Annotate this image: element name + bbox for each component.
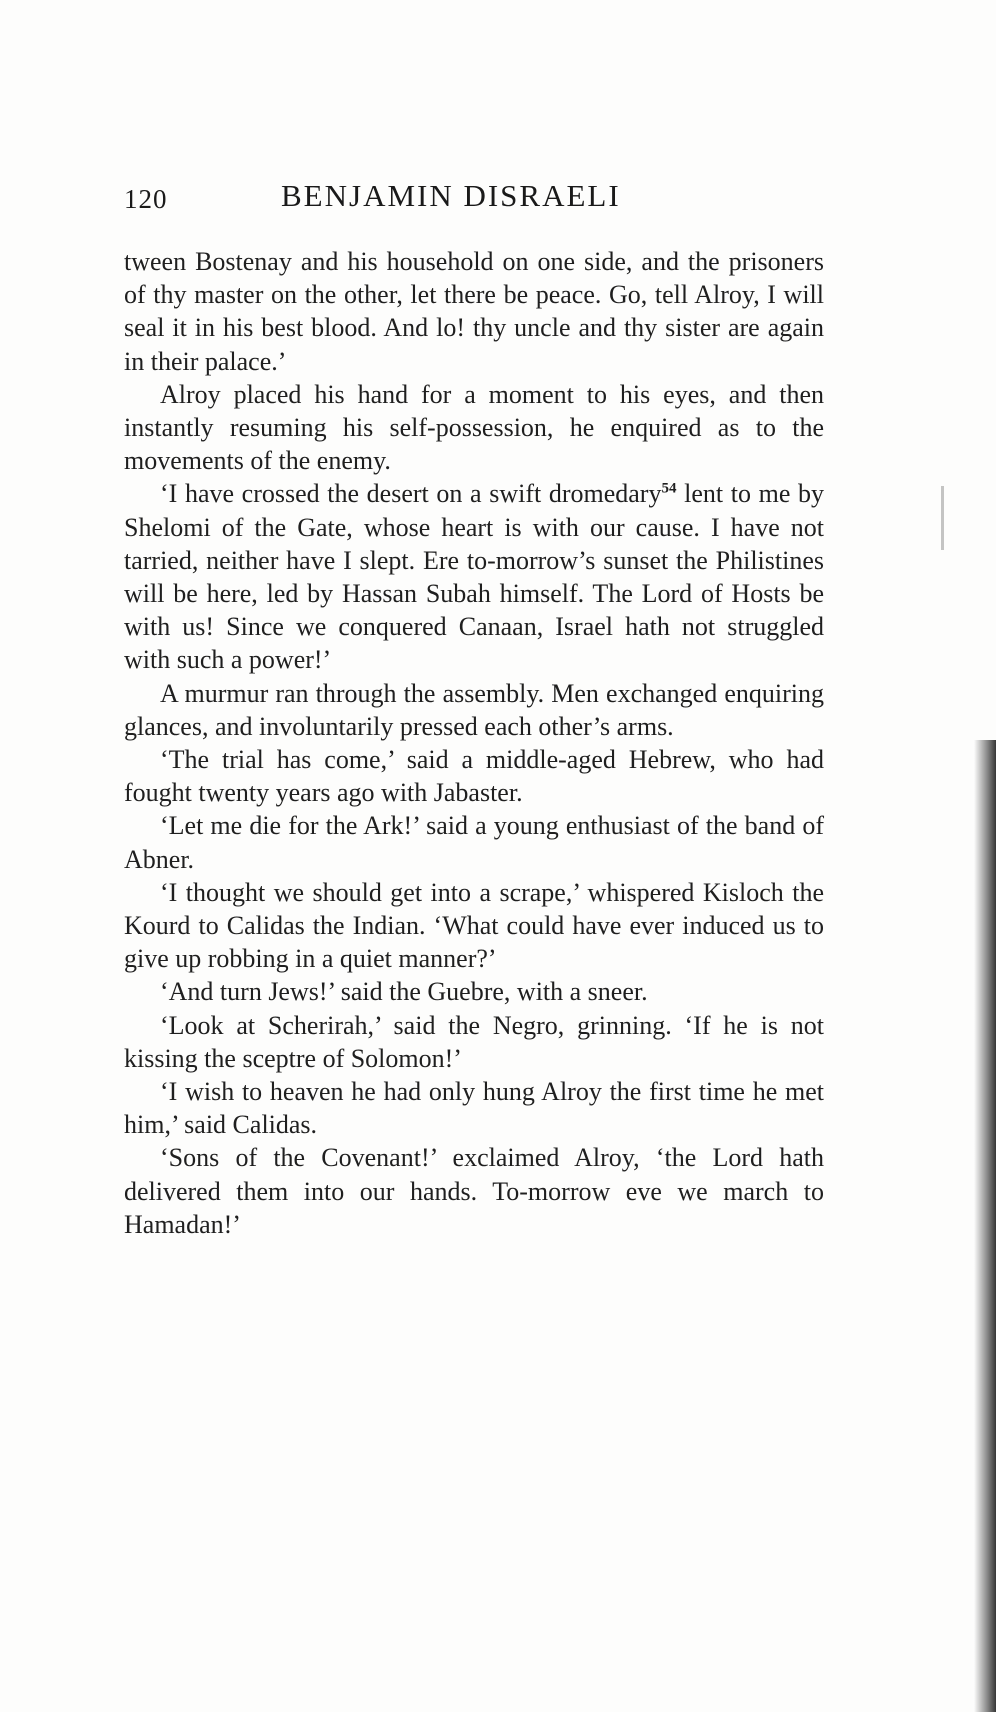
paragraph: ‘Sons of the Covenant!’ exclaimed Alroy, ‘the Lord hath delivered them into our hands. To-morrow eve we march to Hamadan!’: [124, 1143, 824, 1239]
binding-shadow: [974, 740, 996, 1712]
running-title: BENJAMIN DISRAELI: [281, 178, 621, 213]
paragraph: ‘And turn Jews!’ said the Guebre, with a sneer.: [160, 977, 648, 1007]
paragraph-text: lent to me by Shelomi of the Gate, whose heart is with our cause. I have not tarried, neither have I slept. Ere to-morrow’s sunset the Philistines will be here, led by Hassan Subah himself. The Lord of Hosts be with us! Since we conquered Canaan, Israel hath not struggled with such a power!’: [124, 479, 824, 675]
paragraph: ‘Look at Scherirah,’ said the Negro, grinning. ‘If he is not kissing the sceptre of Solomon!’: [124, 1010, 824, 1073]
page-number: 120: [124, 184, 168, 214]
paragraph: A murmur ran through the assembly. Men exchanged enquiring glances, and involuntarily pressed each other’s arms.: [124, 678, 824, 741]
paragraph: ‘I thought we should get into a scrape,’ whispered Kisloch the Kourd to Calidas the Indian. ‘What could have ever induced us to give up robbing in a quiet manner?’: [124, 877, 824, 974]
paragraph: tween Bostenay and his household on one side, and the prisoners of thy master on the other, let there be peace. Go, tell Alroy, I will seal it in his best blood. And lo! thy uncle and thy sister are again in their palace.’: [124, 247, 824, 376]
paragraph: [124, 477, 824, 676]
body-text: [124, 245, 824, 1241]
paragraph: ‘The trial has come,’ said a middle-aged Hebrew, who had fought twenty years ago with Jabaster.: [124, 745, 824, 808]
paragraph-text: ‘I have crossed the desert on a swift dromedary: [160, 479, 662, 509]
running-head: [124, 178, 824, 218]
paragraph: ‘I wish to heaven he had only hung Alroy the first time he met him,’ said Calidas.: [124, 1077, 824, 1140]
scan-mark: [941, 486, 944, 550]
paragraph: Alroy placed his hand for a moment to his eyes, and then instantly resuming his self-possession, he enquired as to the movements of the enemy.: [124, 379, 824, 476]
paragraph: ‘Let me die for the Ark!’ said a young enthusiast of the band of Abner.: [124, 811, 824, 874]
footnote-reference: 54: [661, 480, 677, 497]
